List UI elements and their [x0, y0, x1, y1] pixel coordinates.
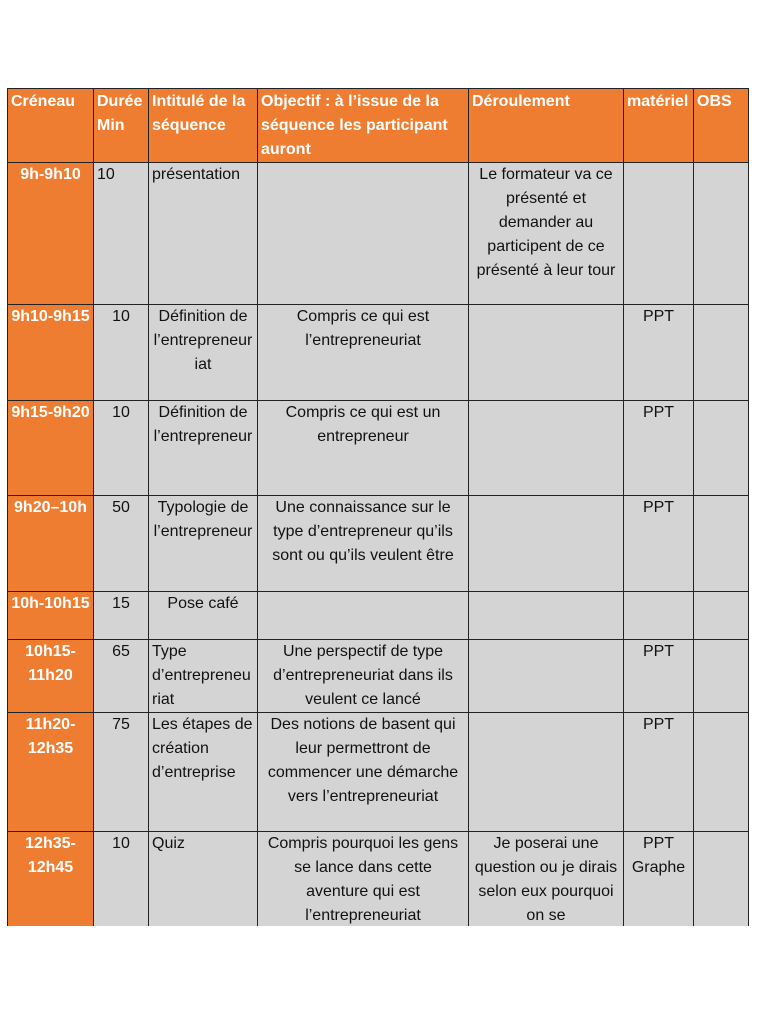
objective-cell: Des notions de basent qui leur permettront de commencer une démarche vers l’entrepreneuriat: [258, 713, 469, 832]
title-cell: Typologie de l’entrepreneur: [149, 496, 258, 592]
schedule-sheet: [7, 88, 749, 942]
duration-cell: 10: [94, 305, 149, 401]
objective-cell: Une connaissance sur le type d’entrepreneur qu’ils sont ou qu’ils veulent être: [258, 496, 469, 592]
slot-cell: 9h20–10h: [8, 496, 94, 592]
page-bottom-margin: [0, 926, 768, 1024]
material-cell: PPT: [624, 401, 694, 496]
objective-cell: [258, 592, 469, 640]
process-cell: Le formateur va ce présenté et demander au participent de ce présenté à leur tour: [469, 163, 624, 305]
obs-cell: [694, 640, 749, 713]
duration-cell: 75: [94, 713, 149, 832]
header-intitule: Intitulé de la séquence: [149, 89, 258, 163]
duration-cell: 15: [94, 592, 149, 640]
header-row: [8, 89, 749, 163]
material-cell: PPT: [624, 496, 694, 592]
process-cell: [469, 496, 624, 592]
duration-cell: 10: [94, 832, 149, 942]
obs-cell: [694, 305, 749, 401]
header-creneau: Créneau: [8, 89, 94, 163]
table-row: [8, 305, 749, 401]
process-cell: [469, 401, 624, 496]
slot-cell: 11h20-12h35: [8, 713, 94, 832]
process-cell: [469, 640, 624, 713]
table-row: [8, 832, 749, 942]
slot-cell: 9h10-9h15: [8, 305, 94, 401]
material-cell: PPT Graphe: [624, 832, 694, 942]
objective-cell: Une perspectif de type d’entrepreneuriat dans ils veulent ce lancé: [258, 640, 469, 713]
table-row: [8, 496, 749, 592]
objective-cell: Compris pourquoi les gens se lance dans cette aventure qui est l’entrepreneuriat: [258, 832, 469, 942]
title-cell: Les étapes de création d’entreprise: [149, 713, 258, 832]
process-cell: [469, 305, 624, 401]
material-cell: [624, 592, 694, 640]
process-cell: [469, 592, 624, 640]
process-cell: Je poserai une question ou je dirais selon eux pourquoi on se: [469, 832, 624, 942]
title-cell: Définition de l’entrepreneur: [149, 401, 258, 496]
duration-cell: 10: [94, 163, 149, 305]
header-deroulement: Déroulement: [469, 89, 624, 163]
header-obs: OBS: [694, 89, 749, 163]
objective-cell: Compris ce qui est l’entrepreneuriat: [258, 305, 469, 401]
table-row: [8, 713, 749, 832]
title-cell: Quiz: [149, 832, 258, 942]
training-schedule-table: [7, 88, 749, 942]
material-cell: [624, 163, 694, 305]
obs-cell: [694, 832, 749, 942]
slot-cell: 10h-10h15: [8, 592, 94, 640]
header-objectif: Objectif : à l’issue de la séquence les participant auront: [258, 89, 469, 163]
slot-cell: 9h-9h10: [8, 163, 94, 305]
objective-cell: Compris ce qui est un entrepreneur: [258, 401, 469, 496]
table-row: [8, 640, 749, 713]
slot-cell: 9h15-9h20: [8, 401, 94, 496]
obs-cell: [694, 496, 749, 592]
title-cell: Définition de l’entrepreneuriat: [149, 305, 258, 401]
header-materiel: matériel: [624, 89, 694, 163]
header-duree: Durée Min: [94, 89, 149, 163]
slot-cell: 12h35-12h45: [8, 832, 94, 942]
title-cell: Pose café: [149, 592, 258, 640]
duration-cell: 10: [94, 401, 149, 496]
obs-cell: [694, 163, 749, 305]
obs-cell: [694, 401, 749, 496]
table-row: [8, 163, 749, 305]
table-row: [8, 592, 749, 640]
title-cell: Type d’entrepreneuriat: [149, 640, 258, 713]
obs-cell: [694, 592, 749, 640]
duration-cell: 50: [94, 496, 149, 592]
duration-cell: 65: [94, 640, 149, 713]
table-row: [8, 401, 749, 496]
obs-cell: [694, 713, 749, 832]
slot-cell: 10h15-11h20: [8, 640, 94, 713]
material-cell: PPT: [624, 305, 694, 401]
material-cell: PPT: [624, 713, 694, 832]
objective-cell: [258, 163, 469, 305]
title-cell: présentation: [149, 163, 258, 305]
material-cell: PPT: [624, 640, 694, 713]
process-cell: [469, 713, 624, 832]
